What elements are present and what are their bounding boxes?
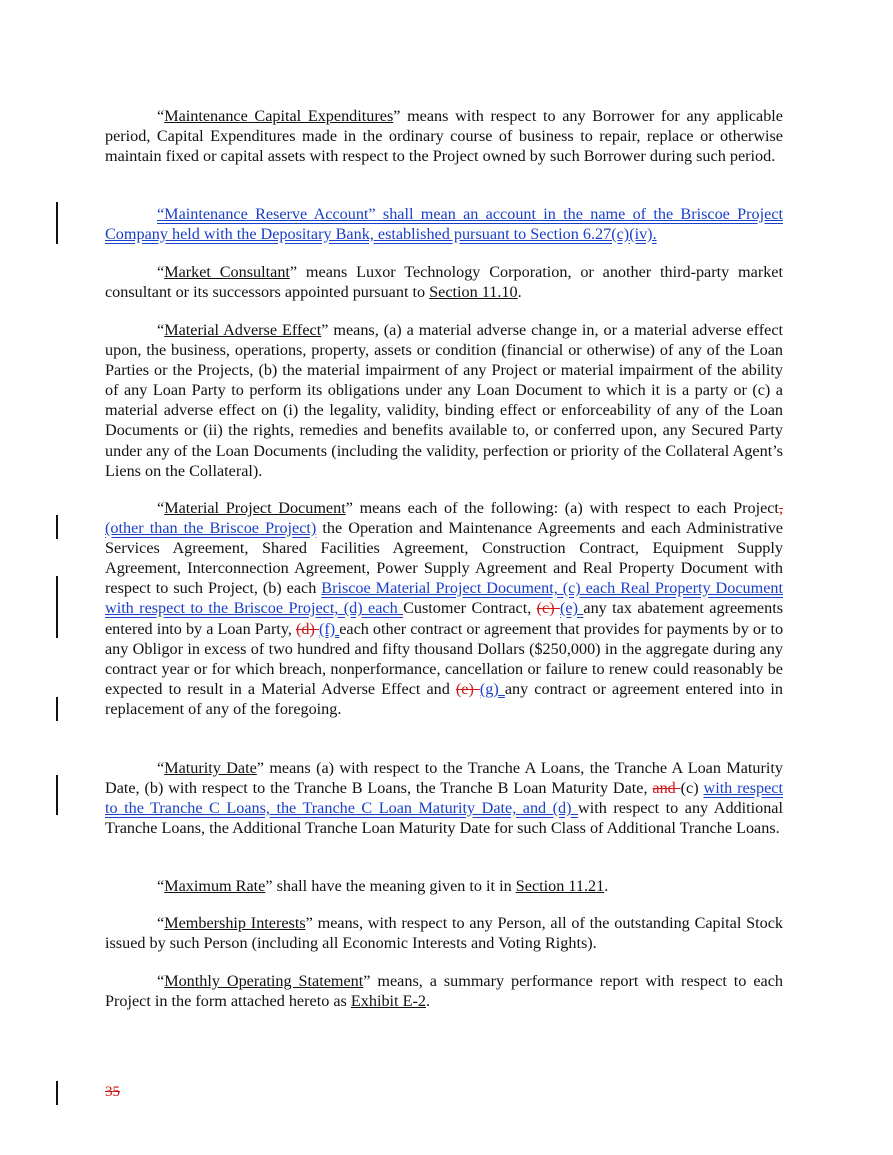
change-bar	[56, 697, 58, 721]
defined-term: Market Consultant	[164, 263, 290, 281]
defined-term: Material Project Document	[164, 499, 346, 517]
inserted-text: (f)	[318, 619, 340, 638]
exhibit-reference: Exhibit E-2	[350, 992, 426, 1011]
definition-material-project-document: “Material Project Document” means each of the following: (a) with respect to each Project, (other than the Briscoe Project) the Operation and Maintenance Agreements and each Administrative Services Agreement, Shared Facilities Agreement, Construction Contract, Equipment Supply Agreement, Interconnection Agreement, Power Supply Agreement and Real Property Document with respect to such Project, (b) each Briscoe Material Project Document, (c) each Real Property Document with respect to the Briscoe Project, (d) each Customer Contract, (c) (e) any tax abatement agreements entered into by a Loan Party, (d) (f) each other contract or agreement that provides for payments by or to any Obligor in excess of two hundred and fifty thousand Dollars ($250,000) in the aggregate during any contract year or for which breach, nonperformance, cancellation or failure to renew could reasonably be expected to result in a Material Adverse Effect and (e) (g) any contract or agreement entered into in replacement of any of the foregoing.	[105, 499, 784, 718]
definition-material-adverse-effect: “Material Adverse Effect” means, (a) a material adverse change in, or a material adverse effect upon, the business, operations, property, assets or condition (financial or otherwise) of any of the Loan Parties or the Projects, (b) the material impairment of any Project or material impairment of the ability of any Loan Party to perform its obligations under any Loan Document to which it is a party or (c) a material adverse effect on (i) the legality, validity, binding effect or enforceability of any of the Loan Documents or (ii) the rights, remedies and benefits available to, or conferred upon, any Secured Party under any of the Loan Documents (including the validity, perfection or priority of the Collateral Agent’s Liens on the Collateral).	[105, 321, 783, 480]
defined-term: Monthly Operating Statement	[164, 972, 364, 990]
deleted-text: (c)	[536, 599, 561, 618]
deleted-text: ,	[778, 499, 783, 517]
defined-term: Maintenance Capital Expenditures	[164, 107, 394, 125]
defined-term: Membership Interests	[164, 914, 306, 932]
inserted-text: (e)	[560, 599, 584, 618]
change-bar	[56, 775, 58, 815]
inserted-text: Briscoe Material Project Document, (c) each Real Property Document with respect to the Briscoe Project, (d) each	[105, 579, 783, 618]
inserted-text: “Maintenance Reserve Account” shall mean an account in the name of the Briscoe Project Company held with the Depositary Bank, established pursuant to Section 6.27(c)(iv).	[105, 205, 783, 244]
defined-term: Maximum Rate	[164, 877, 266, 895]
section-reference: Section 11.10	[429, 283, 518, 302]
definition-maintenance-reserve-account	[105, 204, 783, 244]
inserted-text: with respect to the Tranche C Loans, the Tranche C Loan Maturity Date, and (d)	[105, 779, 783, 818]
section-reference: Section 11.21	[515, 877, 605, 895]
page-number: 35	[105, 1084, 120, 1100]
definition-maximum-rate: “Maximum Rate” shall have the meaning given to it in Section 11.21.	[157, 877, 609, 895]
change-bar	[56, 576, 58, 638]
definition-membership-interests: “Membership Interests” means, with respect to any Person, all of the outstanding Capital Stock issued by such Person (including all Economic Interests and Voting Rights).	[105, 914, 783, 953]
definition-monthly-operating-statement: “Monthly Operating Statement” means, a summary performance report with respect to each Project in the form attached hereto as Exhibit E-2.	[105, 972, 783, 1011]
inserted-text: (g)	[479, 679, 505, 698]
deleted-text: and	[652, 779, 681, 798]
inserted-text: (other than the Briscoe Project)	[105, 519, 317, 538]
definition-maturity-date: “Maturity Date” means (a) with respect to the Tranche A Loans, the Tranche A Loan Maturity Date, (b) with respect to the Tranche B Loans, the Tranche B Loan Maturity Date, and (c) with respect to the Tranche C Loans, the Tranche C Loan Maturity Date, and (d) with respect to any Additional Tranche Loans, the Additional Tranche Loan Maturity Date for such Class of Additional Tranche Loans.	[105, 759, 783, 838]
change-bar	[56, 515, 58, 539]
deleted-text: (e)	[455, 679, 480, 698]
defined-term: Maturity Date	[164, 759, 257, 777]
deleted-text: (d)	[296, 619, 319, 638]
change-bar	[56, 202, 58, 244]
definition-maintenance-capital-expenditures: “Maintenance Capital Expenditures” means with respect to any Borrower for any applicable period, Capital Expenditures made in the ordinary course of business to repair, replace or otherwise maintain fixed or capital assets with respect to the Project owned by such Borrower during such period.	[105, 107, 783, 166]
defined-term: Material Adverse Effect	[164, 321, 322, 339]
definition-market-consultant: “Market Consultant” means Luxor Technology Corporation, or another third-party market consultant or its successors appointed pursuant to Section 11.10.	[105, 263, 783, 302]
change-bar	[56, 1081, 58, 1105]
